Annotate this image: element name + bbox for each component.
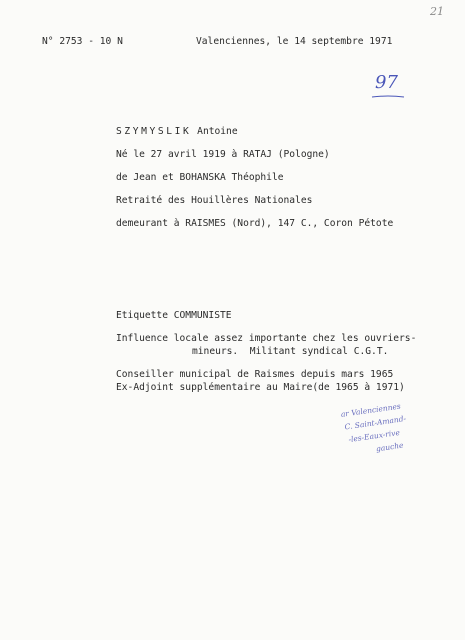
occupation-line: Retraité des Houillères Nationales (116, 195, 313, 206)
surname: SZYMYSLIK (116, 126, 192, 137)
address-line: demeurant à RAISMES (Nord), 147 C., Coron Pétote (116, 218, 394, 229)
influence-line-2: mineurs. Militant syndical C.G.T. (192, 346, 389, 357)
first-name: Antoine (197, 126, 238, 137)
annotation-line-3: -les-Eaux-rive (347, 427, 401, 445)
annotation-line-4: gauche (375, 440, 404, 454)
underline-mark (370, 94, 406, 100)
name-line (116, 126, 238, 137)
mandate-line-1: Conseiller municipal de Raismes depuis mars 1965 (116, 369, 394, 380)
birth-line: Né le 27 avril 1919 à RATAJ (Pologne) (116, 149, 330, 160)
annotation-line-1: ar Valenciennes (340, 401, 402, 419)
handwritten-file-number: 97 (375, 72, 398, 93)
handwritten-annotation (340, 399, 410, 459)
political-label: Etiquette COMMUNISTE (116, 310, 232, 321)
corner-page-number: 21 (430, 5, 444, 18)
annotation-line-2: C. Saint-Amand- (344, 413, 407, 432)
mandate-line-2: Ex-Adjoint supplémentaire au Maire(de 1965 à 1971) (116, 382, 405, 393)
place-and-date: Valenciennes, le 14 septembre 1971 (196, 36, 393, 47)
reference-number: N° 2753 - 10 N (42, 36, 123, 47)
influence-line-1: Influence locale assez importante chez les ouvriers- (116, 333, 417, 344)
parents-line: de Jean et BOHANSKA Théophile (116, 172, 284, 183)
